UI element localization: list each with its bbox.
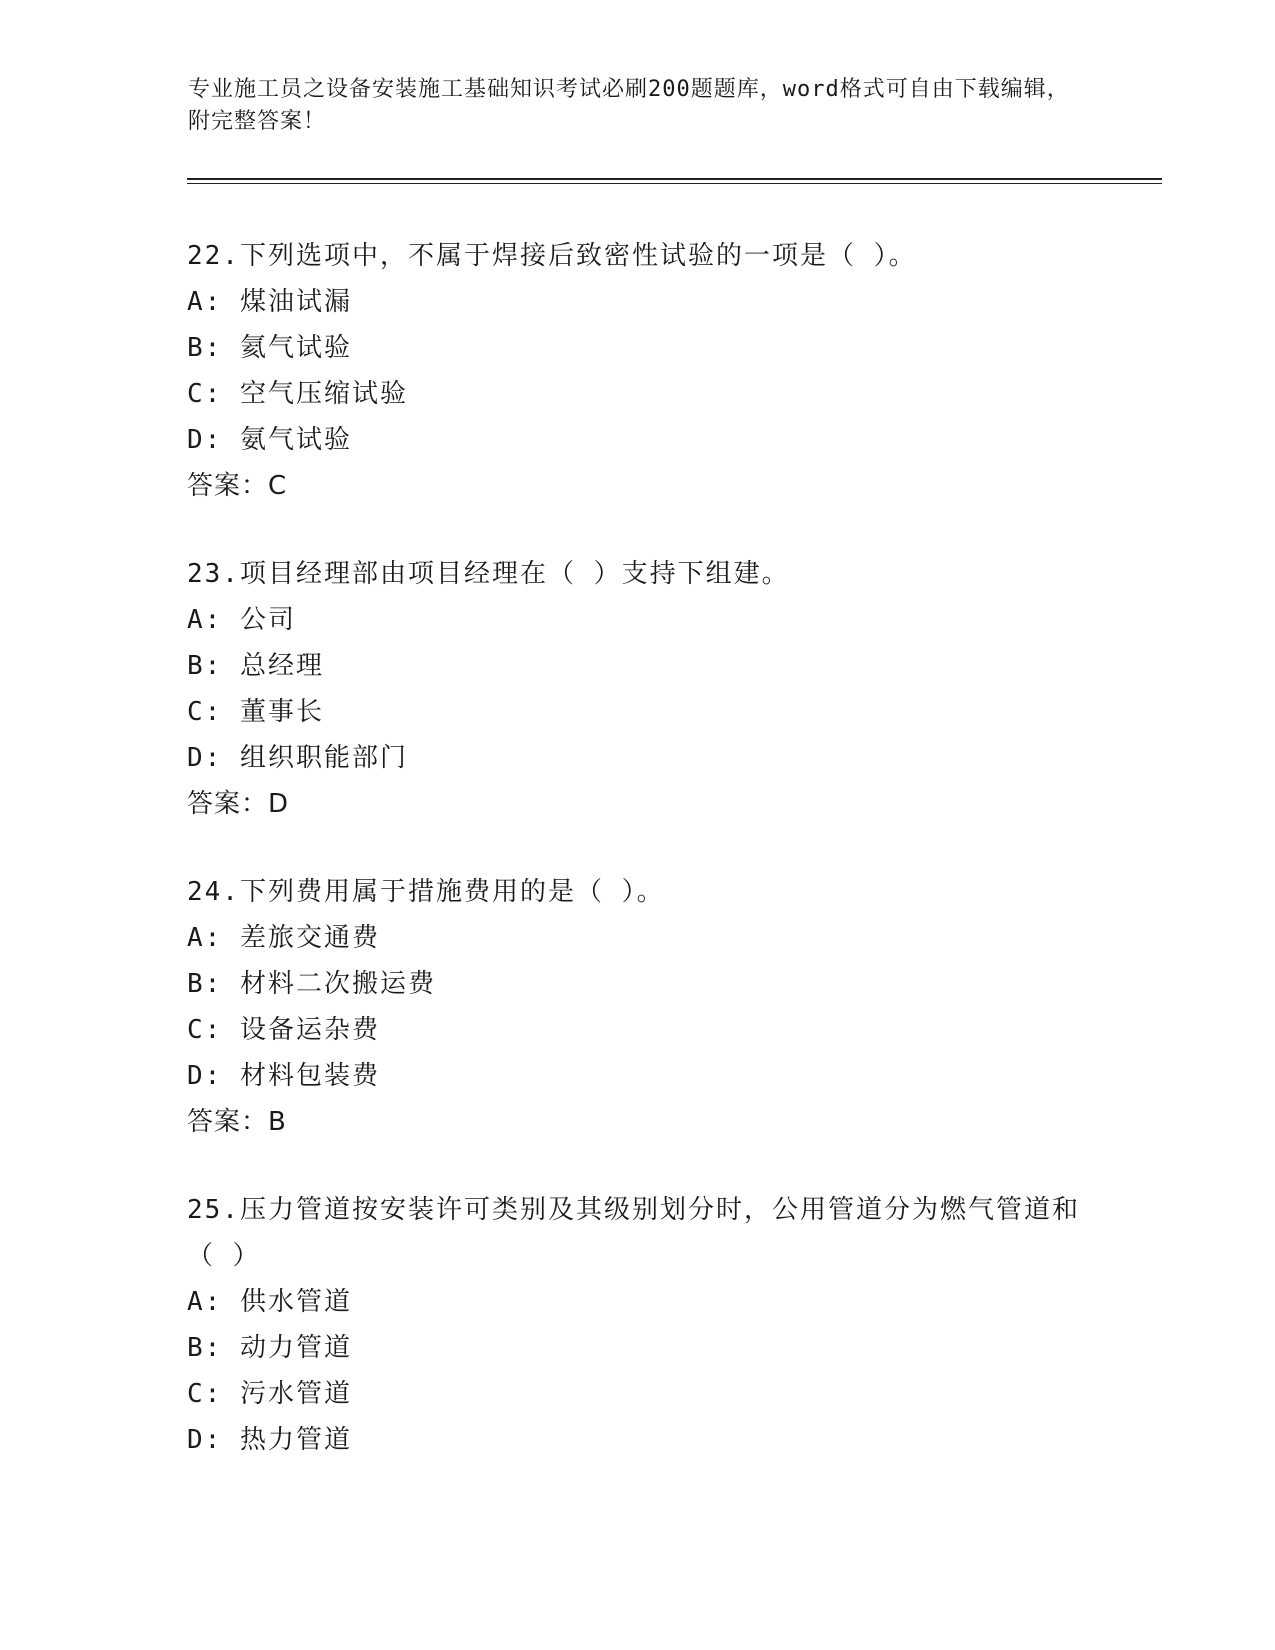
option-a: A: 差旅交通费: [187, 923, 380, 953]
answer-text: 答案：D: [187, 789, 290, 819]
option-d: D: 热力管道: [187, 1425, 352, 1455]
question-stem: 23.项目经理部由项目经理在（ ）支持下组建。: [187, 559, 790, 589]
header-divider-thin: [187, 183, 1162, 184]
option-c: C: 设备运杂费: [187, 1015, 380, 1045]
document-header: 专业施工员之设备安装施工基础知识考试必刷200题题库，word格式可自由下载编辑，附完整答案！: [188, 77, 1070, 134]
option-a: A: 煤油试漏: [187, 287, 352, 317]
option-b: B: 总经理: [187, 651, 324, 681]
option-d: D: 氨气试验: [187, 425, 352, 455]
option-b: B: 材料二次搬运费: [187, 969, 436, 999]
header-divider-thick: [187, 178, 1162, 180]
option-a: A: 公司: [187, 605, 296, 635]
option-d: D: 组织职能部门: [187, 743, 408, 773]
question-24: [187, 869, 1087, 1145]
answer-text: 答案：C: [187, 471, 288, 501]
option-c: C: 董事长: [187, 697, 324, 727]
option-a: A: 供水管道: [187, 1287, 352, 1317]
question-list: [187, 233, 1087, 1505]
option-b: B: 氦气试验: [187, 333, 352, 363]
question-25: [187, 1187, 1087, 1463]
question-23: [187, 551, 1087, 827]
question-stem: 24.下列费用属于措施费用的是（ ）。: [187, 877, 665, 907]
answer-text: 答案：B: [187, 1107, 287, 1137]
option-d: D: 材料包装费: [187, 1061, 380, 1091]
question-stem: 25.压力管道按安装许可类别及其级别划分时，公用管道分为燃气管道和（ ）: [187, 1195, 1080, 1271]
question-22: [187, 233, 1087, 509]
option-c: C: 污水管道: [187, 1379, 352, 1409]
option-b: B: 动力管道: [187, 1333, 352, 1363]
question-stem: 22.下列选项中，不属于焊接后致密性试验的一项是（ ）。: [187, 241, 917, 271]
option-c: C: 空气压缩试验: [187, 379, 408, 409]
